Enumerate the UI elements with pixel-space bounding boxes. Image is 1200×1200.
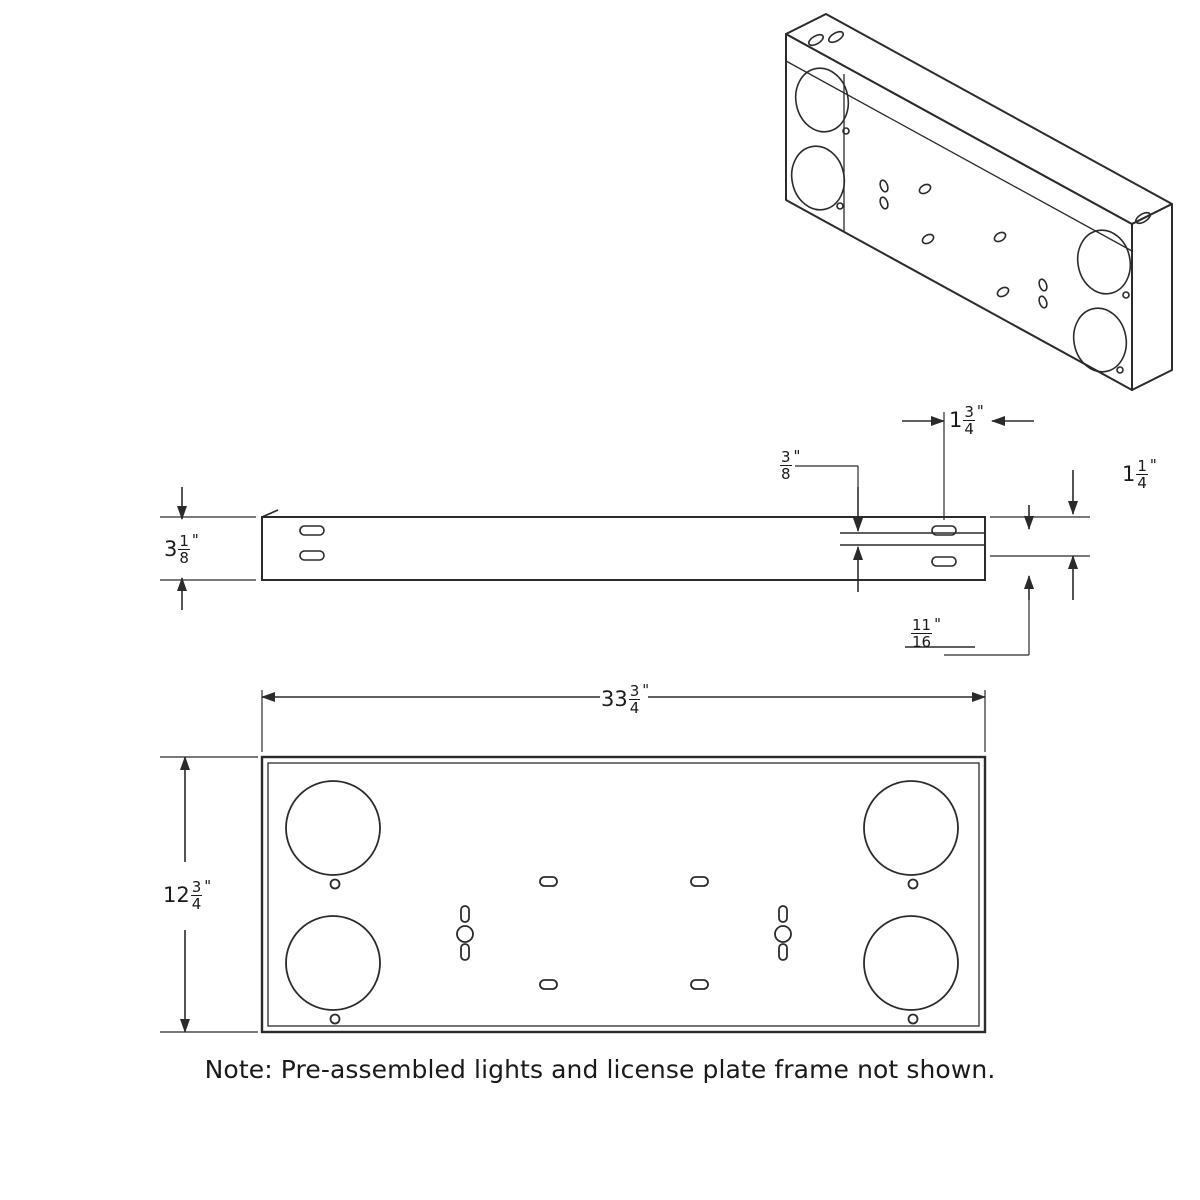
dimension-fraction: $\frac{1}{8}$ bbox=[179, 532, 189, 568]
dimension-unit: " bbox=[976, 402, 984, 420]
dimension-1-1-4 bbox=[1122, 458, 1157, 491]
dimension-unit: " bbox=[1149, 456, 1157, 474]
dimension-whole: 12 bbox=[163, 883, 190, 908]
dimension-fraction: $\frac{3}{4}$ bbox=[191, 878, 202, 914]
dimension-11-16 bbox=[910, 617, 941, 650]
dimension-unit: " bbox=[934, 615, 941, 633]
dimension-unit: " bbox=[191, 531, 199, 549]
dimension-whole: 33 bbox=[601, 687, 628, 712]
dimension-unit: " bbox=[793, 447, 801, 465]
dimension-fraction: $\frac{11}{16}$ bbox=[912, 616, 932, 652]
top-edge-view bbox=[262, 510, 985, 580]
dimension-33-3-4 bbox=[601, 683, 649, 716]
dimension-fraction: $\frac{3}{8}$ bbox=[781, 448, 791, 484]
dimension-1-3-4 bbox=[949, 404, 984, 437]
dimension-whole: 3 bbox=[164, 537, 178, 562]
dimension-3-8 bbox=[779, 449, 800, 482]
dimension-3-1-8 bbox=[164, 533, 199, 566]
dimension-fraction: $\frac{3}{4}$ bbox=[629, 682, 640, 718]
dimension-unit: " bbox=[204, 877, 212, 895]
front-face-view bbox=[262, 757, 985, 1032]
isometric-view bbox=[786, 14, 1172, 390]
dimension-fraction: $\frac{1}{4}$ bbox=[1137, 457, 1147, 493]
dimension-whole: 1 bbox=[949, 408, 963, 433]
dimension-unit: " bbox=[642, 681, 650, 699]
dimension-whole: 1 bbox=[1122, 462, 1136, 487]
drawing-note: Note: Pre-assembled lights and license plate frame not shown. bbox=[204, 1055, 996, 1084]
dimension-12-3-4 bbox=[163, 879, 211, 912]
dimension-fraction: $\frac{3}{4}$ bbox=[964, 403, 974, 439]
